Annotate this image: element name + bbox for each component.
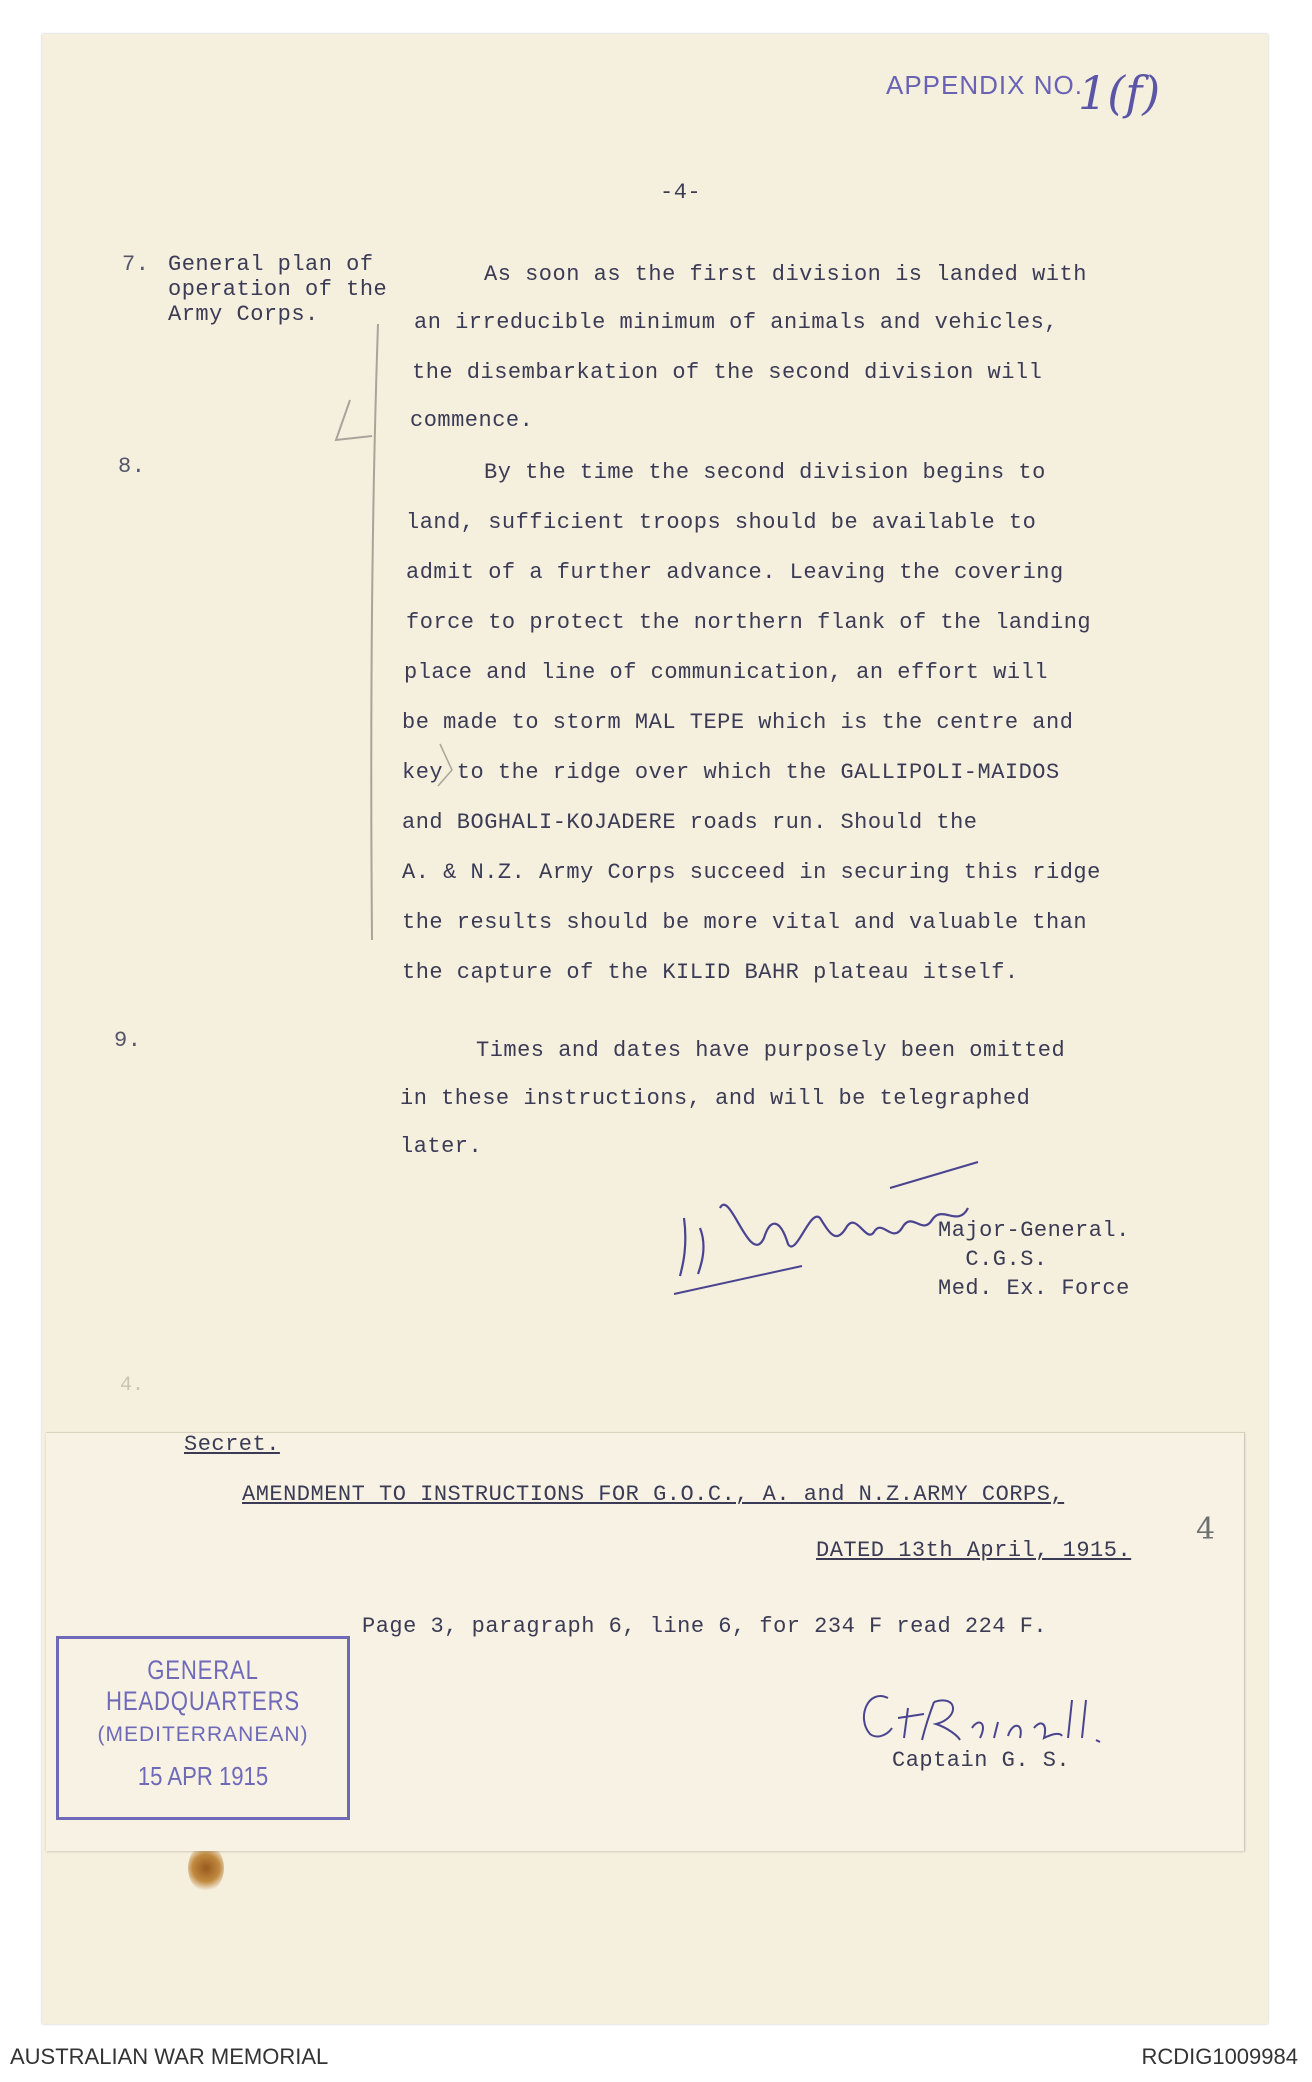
rust-stain [188, 1844, 224, 1892]
page-number: -4- [660, 180, 702, 205]
signature-block: Major-General. C.G.S. Med. Ex. Force [938, 1218, 1130, 1301]
stamp-line-2: (MEDITERRANEAN) [97, 1723, 309, 1746]
text-line: A. & N.Z. Army Corps succeed in securing this ridge [402, 860, 1101, 885]
text-line: As soon as the first division is landed with [484, 262, 1087, 287]
text-line: the disembarkation of the second division will [412, 360, 1043, 385]
appendix-number: 1(f) [1078, 66, 1161, 120]
record-id: RCDIG1009984 [1141, 2044, 1298, 2069]
stamp-line-1: GENERAL HEADQUARTERS [106, 1655, 300, 1716]
text-line: admit of a further advance. Leaving the covering [406, 560, 1064, 585]
signatory-title: Captain G. S. [892, 1748, 1071, 1773]
text-line: the results should be more vital and valuable than [402, 910, 1088, 935]
amendment-body: Page 3, paragraph 6, line 6, for 234 F read 224 F. [362, 1614, 1048, 1639]
paragraph-number-7: 7. [122, 252, 150, 277]
text-line: place and line of communication, an effort will [404, 660, 1049, 685]
faint-paragraph-mark: 4. [120, 1374, 145, 1397]
paragraph-number-8: 8. [118, 454, 146, 479]
text-line: force to protect the northern flank of the landing [406, 610, 1092, 635]
text-line: the capture of the KILID BAHR plateau itself. [402, 960, 1019, 985]
secret-heading: Secret. [184, 1432, 280, 1457]
text-line: later. [400, 1134, 483, 1159]
text-line: and BOGHALI-KOJADERE roads run. Should the [402, 810, 978, 835]
stamp-date: 15 APR 1915 [137, 1761, 269, 1791]
amendment-title: AMENDMENT TO INSTRUCTIONS FOR G.O.C., A. and N.Z.ARMY CORPS, [242, 1482, 1065, 1507]
text-line: in these instructions, and will be telegraphed [400, 1086, 1031, 1111]
paragraph-number-9: 9. [114, 1028, 142, 1053]
text-line: be made to storm MAL TEPE which is the centre and [402, 710, 1074, 735]
text-line: key to the ridge over which the GALLIPOLI-MAIDOS [402, 760, 1060, 785]
margin-heading: General plan of operation of the Army Corps. [168, 252, 388, 327]
headquarters-stamp [56, 1636, 350, 1820]
side-number: 4 [1196, 1512, 1216, 1547]
text-line: Times and dates have purposely been omitted [476, 1038, 1066, 1063]
text-line: land, sufficient troops should be available to [406, 510, 1037, 535]
archive-credit: AUSTRALIAN WAR MEMORIAL [10, 2044, 329, 2069]
appendix-label: APPENDIX NO. [886, 70, 1083, 100]
text-line: an irreducible minimum of animals and vehicles, [414, 310, 1059, 335]
text-line: By the time the second division begins to [484, 460, 1046, 485]
amendment-date: DATED 13th April, 1915. [816, 1538, 1132, 1563]
text-line: commence. [410, 408, 534, 433]
